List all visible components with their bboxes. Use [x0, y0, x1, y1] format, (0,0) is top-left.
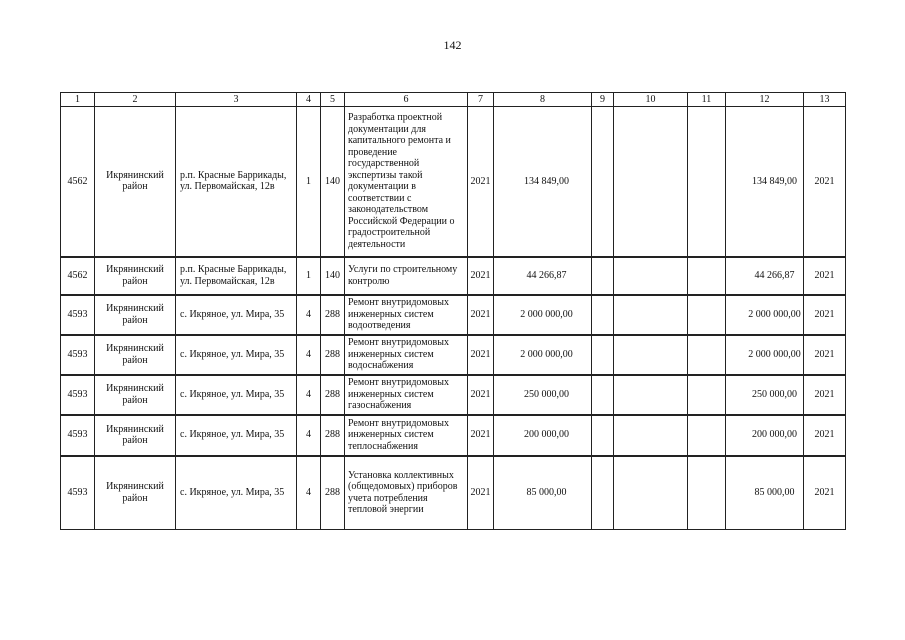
description-cell: Ремонт внутридомовых инженерных систем водоснабжения	[345, 335, 468, 375]
column-header: 8	[494, 93, 592, 107]
address-cell: с. Икряное, ул. Мира, 35	[176, 375, 297, 415]
year-cell: 2021	[468, 295, 494, 335]
column-10-cell	[614, 257, 688, 295]
row-id: 4593	[61, 335, 95, 375]
district-cell: Икрянинский район	[95, 295, 176, 335]
amount-cell: 44 266,87	[494, 257, 592, 295]
completion-year-cell: 2021	[804, 107, 846, 257]
column-4-cell: 1	[297, 257, 321, 295]
description-cell: Ремонт внутридомовых инженерных систем теплоснабжения	[345, 415, 468, 456]
column-5-cell: 288	[321, 295, 345, 335]
column-header: 4	[297, 93, 321, 107]
district-cell: Икрянинский район	[95, 257, 176, 295]
year-cell: 2021	[468, 335, 494, 375]
column-9-cell	[592, 107, 614, 257]
district-cell: Икрянинский район	[95, 456, 176, 530]
district-cell: Икрянинский район	[95, 335, 176, 375]
row-id: 4593	[61, 375, 95, 415]
column-4-cell: 4	[297, 335, 321, 375]
column-11-cell	[688, 415, 726, 456]
amount-cell: 134 849,00	[494, 107, 592, 257]
column-4-cell: 4	[297, 375, 321, 415]
completion-year-cell: 2021	[804, 415, 846, 456]
year-cell: 2021	[468, 375, 494, 415]
description-cell: Услуги по строительному контролю	[345, 257, 468, 295]
district-cell: Икрянинский район	[95, 375, 176, 415]
column-4-cell: 4	[297, 295, 321, 335]
row-id: 4562	[61, 107, 95, 257]
row-id: 4593	[61, 456, 95, 530]
column-11-cell	[688, 456, 726, 530]
column-header: 3	[176, 93, 297, 107]
address-cell: р.п. Красные Баррикады, ул. Первомайская, 12в	[176, 107, 297, 257]
column-header: 10	[614, 93, 688, 107]
completion-year-cell: 2021	[804, 456, 846, 530]
row-id: 4593	[61, 415, 95, 456]
address-cell: с. Икряное, ул. Мира, 35	[176, 456, 297, 530]
completion-year-cell: 2021	[804, 295, 846, 335]
column-5-cell: 288	[321, 456, 345, 530]
header-row	[61, 93, 846, 107]
column-9-cell	[592, 295, 614, 335]
column-9-cell	[592, 456, 614, 530]
column-9-cell	[592, 415, 614, 456]
year-cell: 2021	[468, 107, 494, 257]
total-cell: 200 000,00	[726, 415, 804, 456]
page-number: 142	[443, 38, 462, 52]
column-10-cell	[614, 375, 688, 415]
column-9-cell	[592, 335, 614, 375]
completion-year-cell: 2021	[804, 257, 846, 295]
column-header: 6	[345, 93, 468, 107]
description-cell: Ремонт внутридомовых инженерных систем водоотведения	[345, 295, 468, 335]
column-header: 13	[804, 93, 846, 107]
district-cell: Икрянинский район	[95, 415, 176, 456]
description-cell: Ремонт внутридомовых инженерных систем газоснабжения	[345, 375, 468, 415]
amount-cell: 200 000,00	[494, 415, 592, 456]
column-5-cell: 288	[321, 335, 345, 375]
year-cell: 2021	[468, 456, 494, 530]
column-header: 7	[468, 93, 494, 107]
column-5-cell: 140	[321, 257, 345, 295]
column-9-cell	[592, 257, 614, 295]
address-cell: с. Икряное, ул. Мира, 35	[176, 415, 297, 456]
table-row	[61, 295, 846, 335]
description-cell: Установка коллективных (общедомовых) приборов учета потребления тепловой энергии	[345, 456, 468, 530]
column-5-cell: 140	[321, 107, 345, 257]
year-cell: 2021	[468, 257, 494, 295]
completion-year-cell: 2021	[804, 375, 846, 415]
description-cell: Разработка проектной документации для капитального ремонта и проведение государственной экспертизы такой документации в соответствии с законодательством Российской Федерации о градостроительной деятельности	[345, 107, 468, 257]
column-10-cell	[614, 295, 688, 335]
column-11-cell	[688, 375, 726, 415]
column-header: 9	[592, 93, 614, 107]
table-row	[61, 257, 846, 295]
column-header: 11	[688, 93, 726, 107]
column-11-cell	[688, 295, 726, 335]
row-id: 4593	[61, 295, 95, 335]
column-header: 2	[95, 93, 176, 107]
column-header: 1	[61, 93, 95, 107]
column-11-cell	[688, 107, 726, 257]
column-10-cell	[614, 107, 688, 257]
year-cell: 2021	[468, 415, 494, 456]
district-cell: Икрянинский район	[95, 107, 176, 257]
column-11-cell	[688, 257, 726, 295]
column-5-cell: 288	[321, 415, 345, 456]
address-cell: с. Икряное, ул. Мира, 35	[176, 335, 297, 375]
table-row	[61, 107, 846, 257]
amount-cell: 250 000,00	[494, 375, 592, 415]
column-4-cell: 4	[297, 415, 321, 456]
table-row	[61, 375, 846, 415]
column-10-cell	[614, 415, 688, 456]
column-header: 12	[726, 93, 804, 107]
amount-cell: 85 000,00	[494, 456, 592, 530]
column-4-cell: 1	[297, 107, 321, 257]
column-5-cell: 288	[321, 375, 345, 415]
address-cell: р.п. Красные Баррикады, ул. Первомайская, 12в	[176, 257, 297, 295]
total-cell: 134 849,00	[726, 107, 804, 257]
total-cell: 2 000 000,00	[726, 295, 804, 335]
table-row	[61, 456, 846, 530]
amount-cell: 2 000 000,00	[494, 295, 592, 335]
table-row	[61, 335, 846, 375]
register-table	[60, 92, 846, 530]
total-cell: 2 000 000,00	[726, 335, 804, 375]
row-id: 4562	[61, 257, 95, 295]
amount-cell: 2 000 000,00	[494, 335, 592, 375]
column-11-cell	[688, 335, 726, 375]
total-cell: 44 266,87	[726, 257, 804, 295]
column-10-cell	[614, 335, 688, 375]
column-9-cell	[592, 375, 614, 415]
completion-year-cell: 2021	[804, 335, 846, 375]
total-cell: 85 000,00	[726, 456, 804, 530]
address-cell: с. Икряное, ул. Мира, 35	[176, 295, 297, 335]
column-header: 5	[321, 93, 345, 107]
column-4-cell: 4	[297, 456, 321, 530]
table-row	[61, 415, 846, 456]
column-10-cell	[614, 456, 688, 530]
total-cell: 250 000,00	[726, 375, 804, 415]
